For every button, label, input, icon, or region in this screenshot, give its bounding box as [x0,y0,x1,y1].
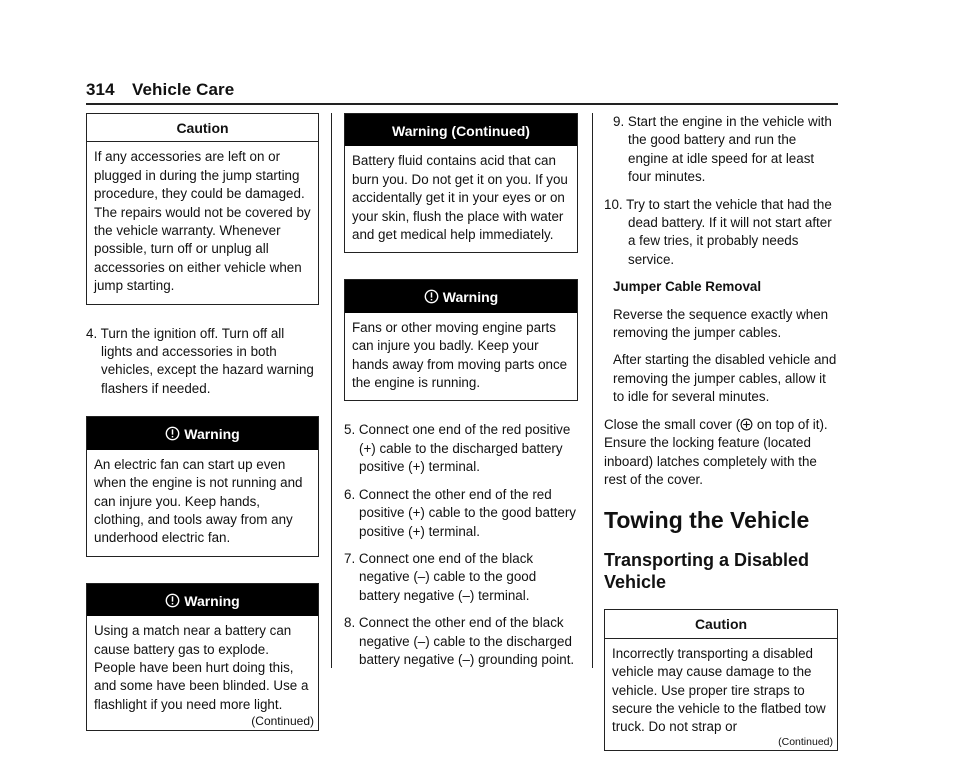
column-divider [592,113,593,668]
warning-continued-box [344,113,578,253]
warning-box-fans [344,279,578,401]
warning-header [345,280,577,312]
step-6: 6. Connect the other end of the red positive (+) cable to the good battery positive (+) terminal. [344,486,576,539]
caution-box [604,609,838,750]
caution-text: If any accessories are left on or plugged in during the jump starting procedure, they could be damaged. The repairs would not be covered by the vehicle warranty. Whenever possible, turn off or unplug all accessories on either vehicle when jump starting. [94,149,311,294]
heading-towing-the-vehicle: Towing the Vehicle [604,507,810,534]
warning-icon [424,289,439,304]
column-divider [331,113,332,668]
warning-title: Warning [184,426,240,443]
column-2 [344,113,578,678]
paragraph: Reverse the sequence exactly when removing the jumper cables. [613,306,829,341]
continued-label: (Continued) [251,714,314,729]
caution-title: Caution [87,114,318,142]
section-title: Vehicle Care [132,80,235,99]
step-8: 8. Connect the other end of the black negative (–) cable to the discharged battery negative (–) grounding point. [344,615,575,667]
warning-text: An electric fan can start up even when the engine is not running and can injure you. Keep hands, clothing, and tools away from any underhood electric fan. [94,456,303,546]
plus-circle-icon [740,418,753,431]
column-1 [86,113,319,751]
paragraph: After starting the disabled vehicle and removing the jumper cables, allow it to idle for several minutes. [613,352,837,405]
paragraph-close-cover [604,416,838,490]
step-9: 9. Start the engine in the vehicle with the good battery and run the engine at idle speed for at least four minutes. [613,114,832,185]
header-rule [86,103,838,105]
warning-title: Warning [184,592,240,609]
warning-continued-title: Warning (Continued) [345,114,577,146]
caution-box [86,113,319,305]
warning-text: Using a match near a battery can cause battery gas to explode. People have been hurt doing this, and some have been blinded. Use a flashlight if you need more light. [94,623,309,712]
step-7: 7. Connect one end of the black negative (–) cable to the good battery negative (–) terminal. [344,550,537,603]
caution-text: Incorrectly transporting a disabled vehicle may cause damage to the vehicle. Use proper tire straps to secure the vehicle to the flatbed tow truck. Do not strap or [612,645,826,735]
continued-label: (Continued) [778,735,833,748]
caution-title: Caution [605,610,837,638]
warning-header [87,584,318,616]
heading-transporting-disabled-vehicle: Transporting a Disabled Vehicle [604,550,810,593]
step-5: 5. Connect one end of the red positive (+) cable to the discharged battery positive (+) terminal. [344,422,571,475]
column-3 [604,113,838,771]
warning-text: Fans or other moving engine parts can injure you badly. Keep your hands away from moving parts once the engine is running. [352,319,568,391]
warning-box-match [86,583,319,731]
warning-title: Warning [442,289,499,306]
warning-icon [165,593,180,608]
subheading-jumper-cable-removal: Jumper Cable Removal [613,279,762,295]
step-10: 10. Try to start the vehicle that had the dead battery. If it will not start after a few tries, it probably needs service. [604,196,832,267]
paragraph-part: on top of it). Ensure the locking feature (located inboard) latches completely with the rest of the cover. [604,416,828,487]
paragraph-part: Close the small cover ( [604,416,741,432]
warning-icon [165,426,180,441]
warning-header [87,417,318,449]
page-number: 314 [86,80,115,99]
warning-text: Battery fluid contains acid that can burn you. Do not get it on you. If you accidentally get it in your eyes or on your skin, flush the place with water and get medical help immediately. [352,153,568,243]
step-4: 4. Turn the ignition off. Turn off all lights and accessories in both vehicles, except the hazard warning flashers if needed. [86,325,314,396]
page-header [86,80,234,100]
warning-box-fan [86,416,319,556]
